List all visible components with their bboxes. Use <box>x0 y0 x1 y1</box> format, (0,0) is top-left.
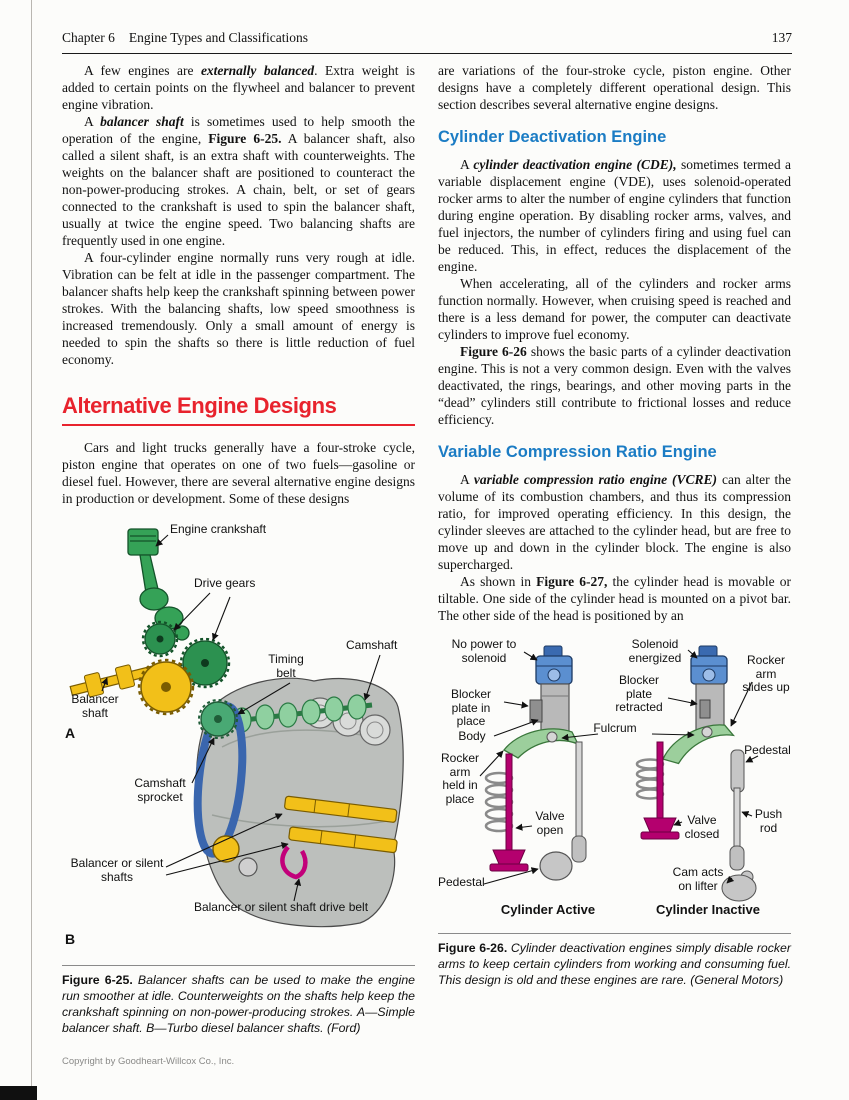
idler-pulley <box>239 858 257 876</box>
caption-text: Cylinder deactivation engines simply disable rocker arms to keep certain cylinders from working and consuming fuel. This design is old and these engines are rare. (General Motors) <box>438 941 791 987</box>
page-number: 137 <box>771 30 792 45</box>
figure-reference: Figure 6-27, <box>536 574 608 589</box>
chapter-title <box>62 30 308 46</box>
label-camshaft-sprocket: Camshaft sprocket <box>134 776 186 804</box>
paragraph <box>438 573 791 624</box>
paragraph <box>438 156 791 275</box>
figure-6-25-caption <box>62 965 415 1036</box>
paragraph <box>62 113 415 249</box>
text-run: . Extra weight is added to certain points on the flywheel and balancer to prevent engine vibration. <box>62 63 416 112</box>
label-valve-closed: Valve closed <box>684 813 720 841</box>
label-body: Body <box>458 729 486 743</box>
text-run: is sometimes used to help smooth the operation of the engine, <box>62 114 415 146</box>
text-run: A balancer shaft, also called a silent shaft, is an extra shaft with counterweights. The weights on the balancer shaft are positioned to counteract the non-power-producing strokes. A chain, belt, or set of gears connected to the crankshaft is used to spin the balancer shaft, usually at twice the engine speed. Two balancing shafts are frequently used in one engine. <box>62 131 415 248</box>
text-run: can alter the volume of its combustion chambers, and thus its compression ratio, for improved operating efficiency. In this design, the cylinder sleeves are attached to the cylinder head, but are free to move up and down in the cylinder block. The engine is also supercharged. <box>438 472 791 572</box>
chapter-name: Engine Types and Classifications <box>128 30 309 45</box>
paragraph: are variations of the four-stroke cycle, piston engine. Other designs have a completely different operational design. This section describes several alternative engine designs. <box>438 63 791 112</box>
label-drive-gears: Drive gears <box>194 576 256 590</box>
text-run: the cylinder head is movable or tiltable. One side of the cylinder head is mounted on a pivot bar. The other side of the head is positioned by an <box>438 574 791 623</box>
label-balancer-drive-belt: Balancer or silent shaft drive belt <box>193 900 369 914</box>
figure-reference: Figure 6-25. <box>208 131 282 146</box>
figure-6-26 <box>438 638 791 988</box>
page-edge-line <box>31 0 32 1100</box>
label-no-power-to-solenoid: No power to solenoid <box>451 637 517 665</box>
text-run: shows the basic parts of a cylinder deactivation engine. This is not a very common design. Even with the valves deactivated, the rings, bearings, and other moving parts in the “dead” cylinders still contribute to frictional losses and reduce efficiency. <box>438 344 791 427</box>
label-pedestal-left: Pedestal <box>438 875 485 889</box>
cylinder-active-mechanism <box>486 646 586 880</box>
label-blocker-plate-retracted: Blocker plate retracted <box>615 673 663 714</box>
label-valve-open: Valve open <box>535 809 565 837</box>
label-fulcrum: Fulcrum <box>593 721 637 735</box>
scan-corner-mark <box>0 1086 37 1100</box>
label-cam-acts-on-lifter: Cam acts on lifter <box>672 865 724 893</box>
figure-6-25-diagram <box>62 515 415 960</box>
figure-number: Figure 6-26. <box>438 941 508 955</box>
figure-6-26-diagram <box>438 638 791 928</box>
text-run: A <box>460 472 474 487</box>
label-pedestal-right: Pedestal <box>744 743 791 757</box>
paragraph <box>438 471 791 573</box>
part-letter-a: A <box>65 725 76 741</box>
label-engine-crankshaft: Engine crankshaft <box>170 522 267 536</box>
caption-text: Balancer shafts can be used to make the engine run smoother at idle. Counterweights on the shafts help keep the crankshaft spinning on non-power-producing strokes. A—Simple balancer shaft. B—Turbo diesel balancer shafts. (Ford) <box>62 973 415 1035</box>
emphasis-text: externally balanced <box>200 63 315 78</box>
label-balancer-silent-shafts: Balancer or silent shafts <box>70 856 164 884</box>
paragraph: A four-cylinder engine normally runs very rough at idle. Vibration can be felt at idle in the passenger compartment. The balancer shafts help keep the crankshaft spinning between power strokes. With the balancing shafts, low speed smoothness is increased tremendously. Only a small amount of energy is needed to spin the shafts so there is little reduction of fuel economy. <box>62 250 415 367</box>
label-balancer-shaft: Balancer shaft <box>71 692 119 720</box>
paragraph <box>62 62 415 113</box>
text-run: sometimes termed a variable displacement engine (VDE), uses solenoid-operated rocker arms to alter the number of engine cylinders that function during engine operation. By disabling rocker arms, valves, and fuel injectors, the number of cylinders firing and using fuel can be reduced. This, in effect, reduces the displacement of the engine. <box>438 157 791 274</box>
emphasis-text: balancer shaft <box>100 114 184 129</box>
subsection-heading-cde: Cylinder Deactivation Engine <box>438 128 667 146</box>
label-blocker-plate-in-place: Blocker plate in place <box>450 687 491 728</box>
emphasis-text: variable compression ratio engine (VCRE) <box>473 472 718 487</box>
figure-number: Figure 6-25. <box>62 973 133 987</box>
label-rocker-arm-held-in-place: Rocker arm held in place <box>440 751 479 806</box>
text-run: A <box>84 114 101 129</box>
label-cylinder-inactive: Cylinder Inactive <box>655 902 761 917</box>
emphasis-text: cylinder deactivation engine (CDE), <box>473 157 677 172</box>
figure-6-26-caption <box>438 933 791 988</box>
paragraph: Cars and light trucks generally have a four-stroke cycle, piston engine that operates on one of two fuels—gasoline or diesel fuel. However, there are several alternative engine designs in production or development. Some of these designs <box>62 440 415 506</box>
section-heading: Alternative Engine Designs <box>62 393 415 426</box>
subsection-heading-vcre: Variable Compression Ratio Engine <box>438 443 717 461</box>
label-rocker-arm-slides-up: Rocker arm slides up <box>742 653 790 694</box>
camshaft-sprocket-shape <box>199 700 237 738</box>
right-column <box>438 62 791 1036</box>
copyright-notice: Copyright by Goodheart-Willcox Co., Inc. <box>62 1056 235 1067</box>
running-header <box>62 30 792 54</box>
figure-reference: Figure 6-26 <box>460 344 527 359</box>
part-letter-b: B <box>65 931 76 947</box>
figure-6-25 <box>62 515 415 1036</box>
label-push-rod: Push rod <box>754 807 783 835</box>
page-body <box>62 62 792 1036</box>
text-run: A <box>460 157 474 172</box>
text-run: A few engines are <box>84 63 201 78</box>
label-cylinder-active: Cylinder Active <box>500 902 596 917</box>
chapter-number: Chapter 6 <box>62 30 115 45</box>
label-camshaft: Camshaft <box>346 638 398 652</box>
label-solenoid-energized: Solenoid energized <box>628 637 682 665</box>
paragraph <box>438 343 791 428</box>
text-run: As shown in <box>460 574 537 589</box>
left-column <box>62 62 415 1036</box>
paragraph: When accelerating, all of the cylinders and rocker arms function normally. However, when cruising speed is reached and there is a less demand for power, the computer can deactivate cylinders to improve fuel economy. <box>438 276 791 342</box>
label-timing-belt: Timing belt <box>268 652 304 680</box>
